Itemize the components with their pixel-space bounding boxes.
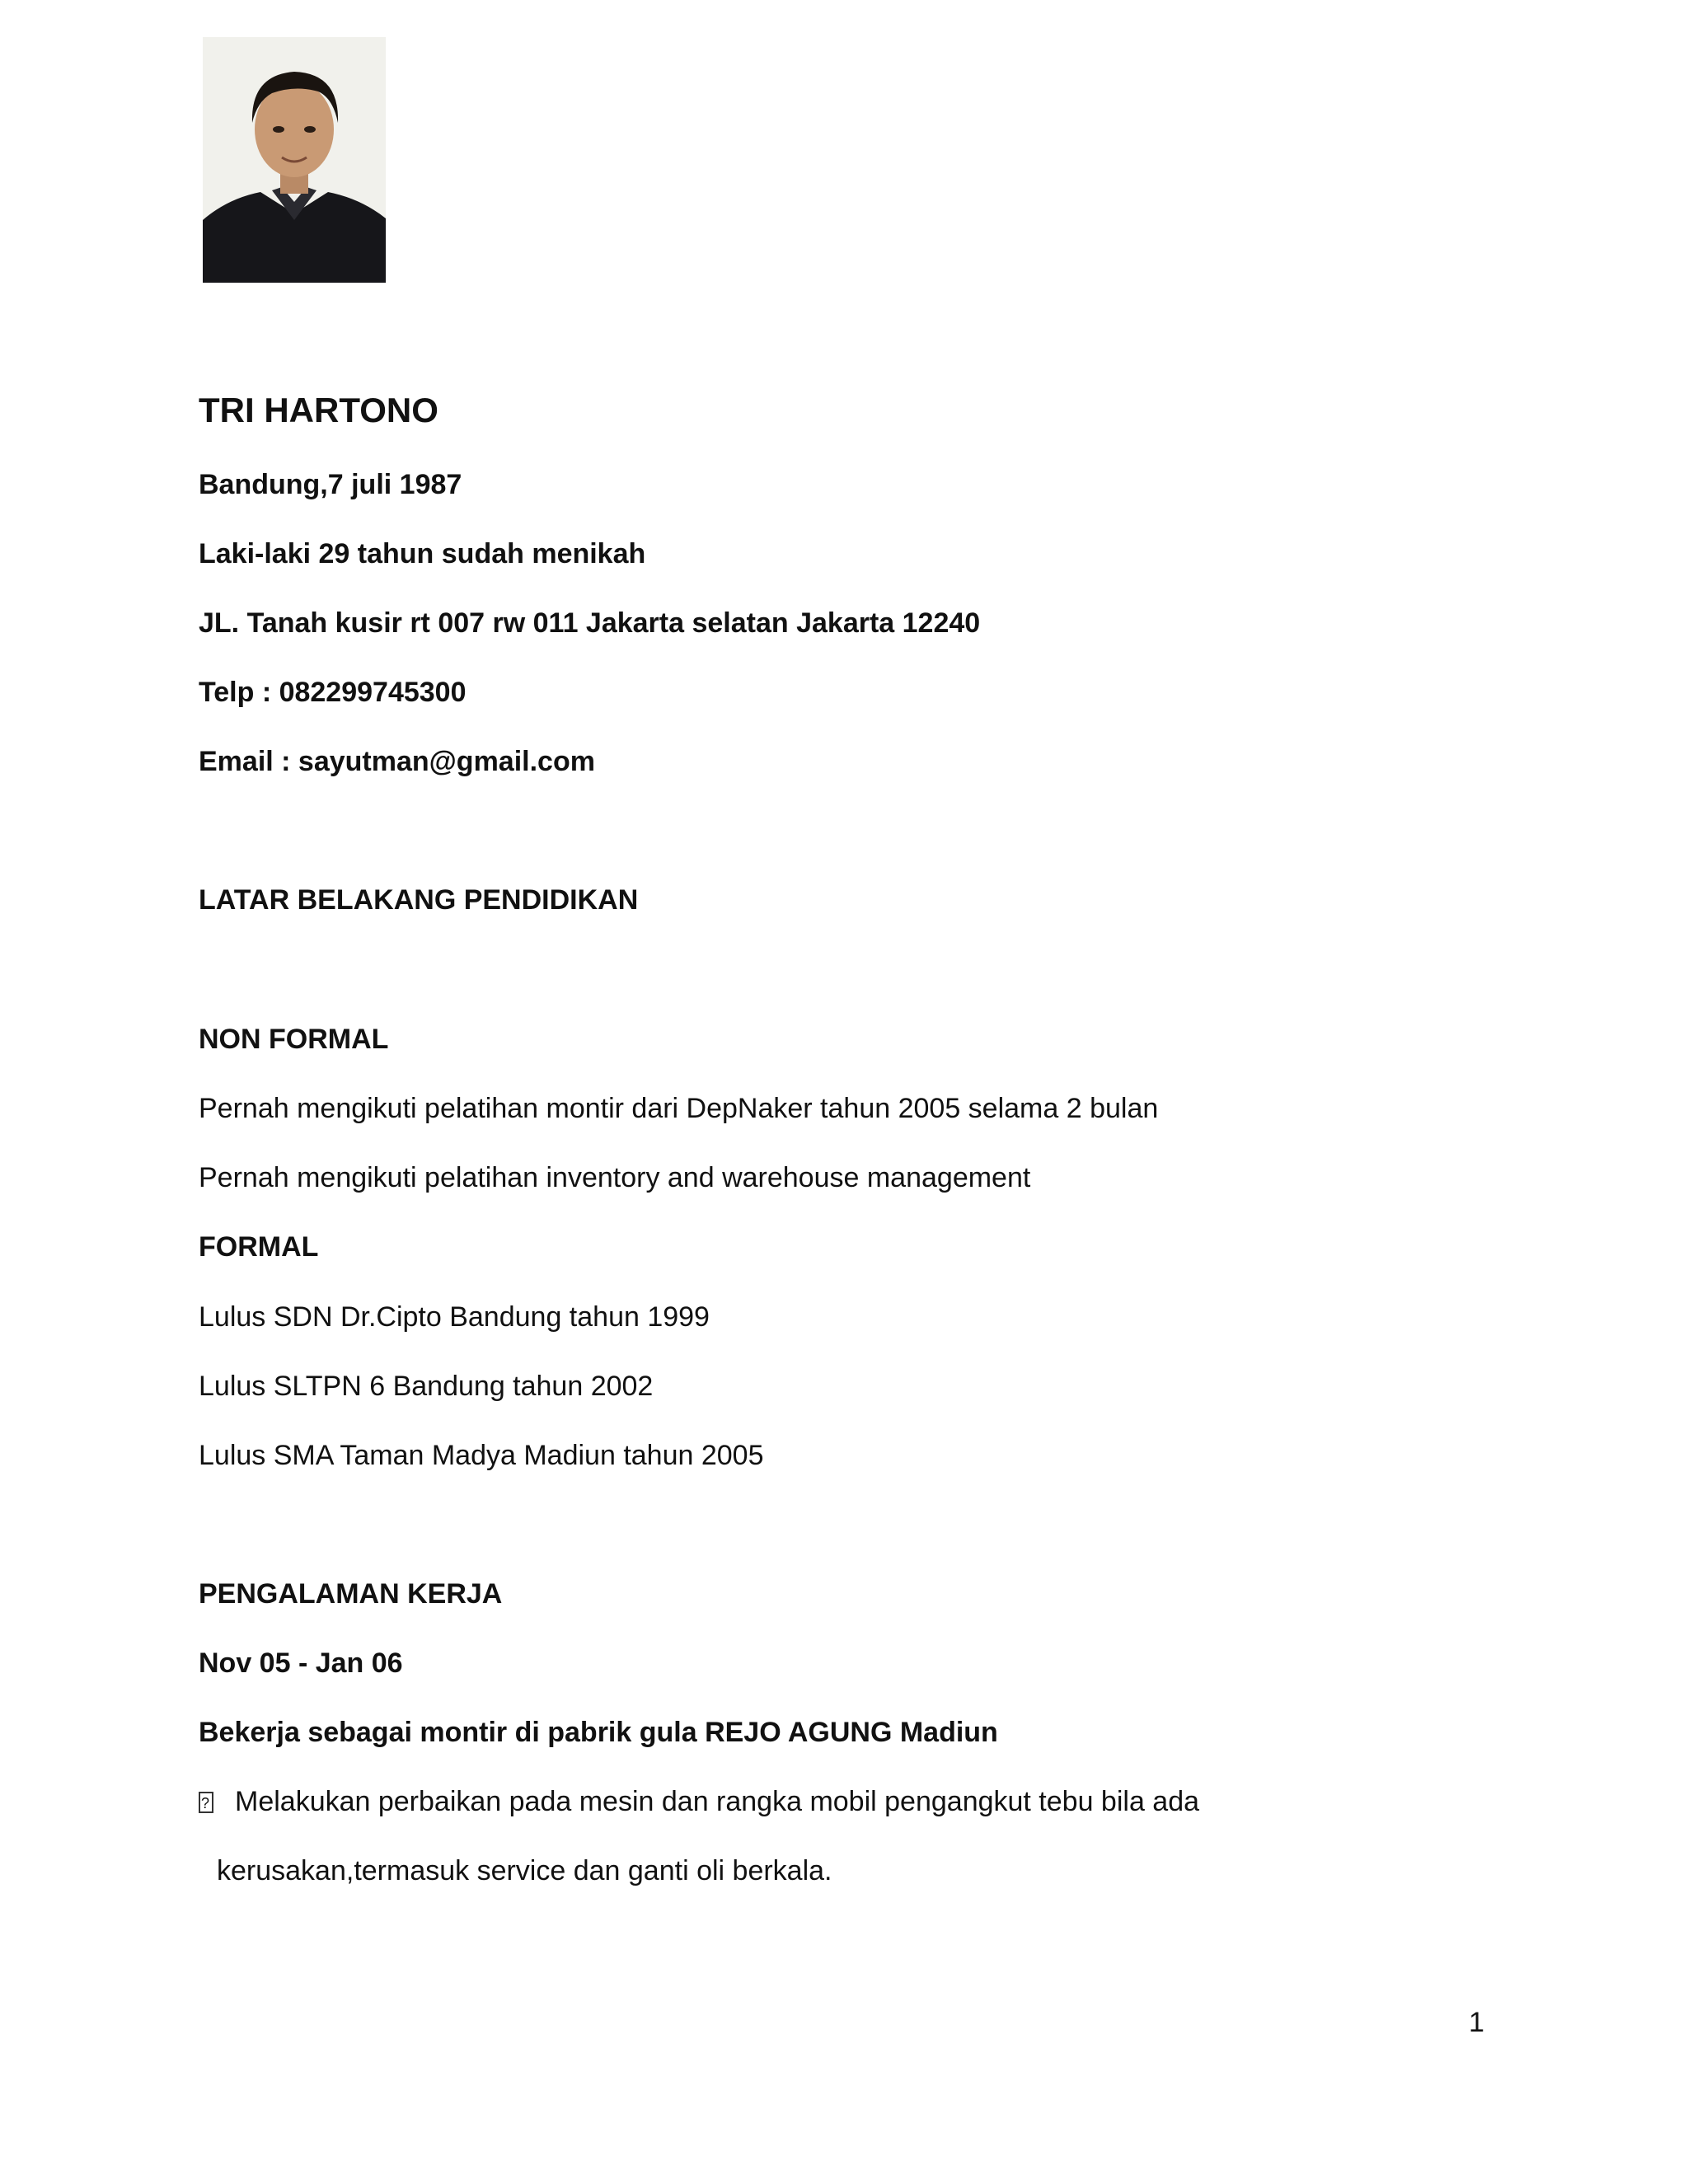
personal-status: Laki-laki 29 tahun sudah menikah bbox=[199, 538, 646, 569]
candidate-name: TRI HARTONO bbox=[199, 391, 438, 429]
non-formal-item: Pernah mengikuti pelatihan montir dari DepNaker tahun 2005 selama 2 bulan bbox=[199, 1093, 1159, 1124]
page-number: 1 bbox=[1469, 2007, 1484, 2038]
job-duty-text: Melakukan perbaikan pada mesin dan rangka mobil pengangkut tebu bila ada bbox=[235, 1786, 1200, 1817]
birth-info: Bandung,7 juli 1987 bbox=[199, 469, 462, 500]
non-formal-item: Pernah mengikuti pelatihan inventory and warehouse management bbox=[199, 1162, 1031, 1193]
education-heading: LATAR BELAKANG PENDIDIKAN bbox=[199, 884, 639, 916]
email: Email : sayutman@gmail.com bbox=[199, 746, 595, 777]
job-title: Bekerja sebagai montir di pabrik gula REJO AGUNG Madiun bbox=[199, 1717, 998, 1748]
formal-item: Lulus SDN Dr.Cipto Bandung tahun 1999 bbox=[199, 1301, 710, 1333]
formal-heading: FORMAL bbox=[199, 1231, 319, 1263]
job-duty-continuation: kerusakan,termasuk service dan ganti oli berkala. bbox=[217, 1855, 832, 1886]
non-formal-heading: NON FORMAL bbox=[199, 1024, 389, 1055]
job-period: Nov 05 - Jan 06 bbox=[199, 1647, 403, 1679]
phone: Telp : 082299745300 bbox=[199, 677, 467, 708]
formal-item: Lulus SLTPN 6 Bandung tahun 2002 bbox=[199, 1371, 654, 1402]
job-duty-line bbox=[199, 1785, 1199, 1818]
person-portrait-icon bbox=[203, 37, 386, 283]
experience-heading: PENGALAMAN KERJA bbox=[199, 1578, 503, 1610]
profile-photo bbox=[203, 37, 386, 283]
missing-glyph-bullet-icon bbox=[199, 1792, 213, 1813]
formal-item: Lulus SMA Taman Madya Madiun tahun 2005 bbox=[199, 1440, 764, 1471]
address: JL. Tanah kusir rt 007 rw 011 Jakarta selatan Jakarta 12240 bbox=[199, 607, 981, 639]
